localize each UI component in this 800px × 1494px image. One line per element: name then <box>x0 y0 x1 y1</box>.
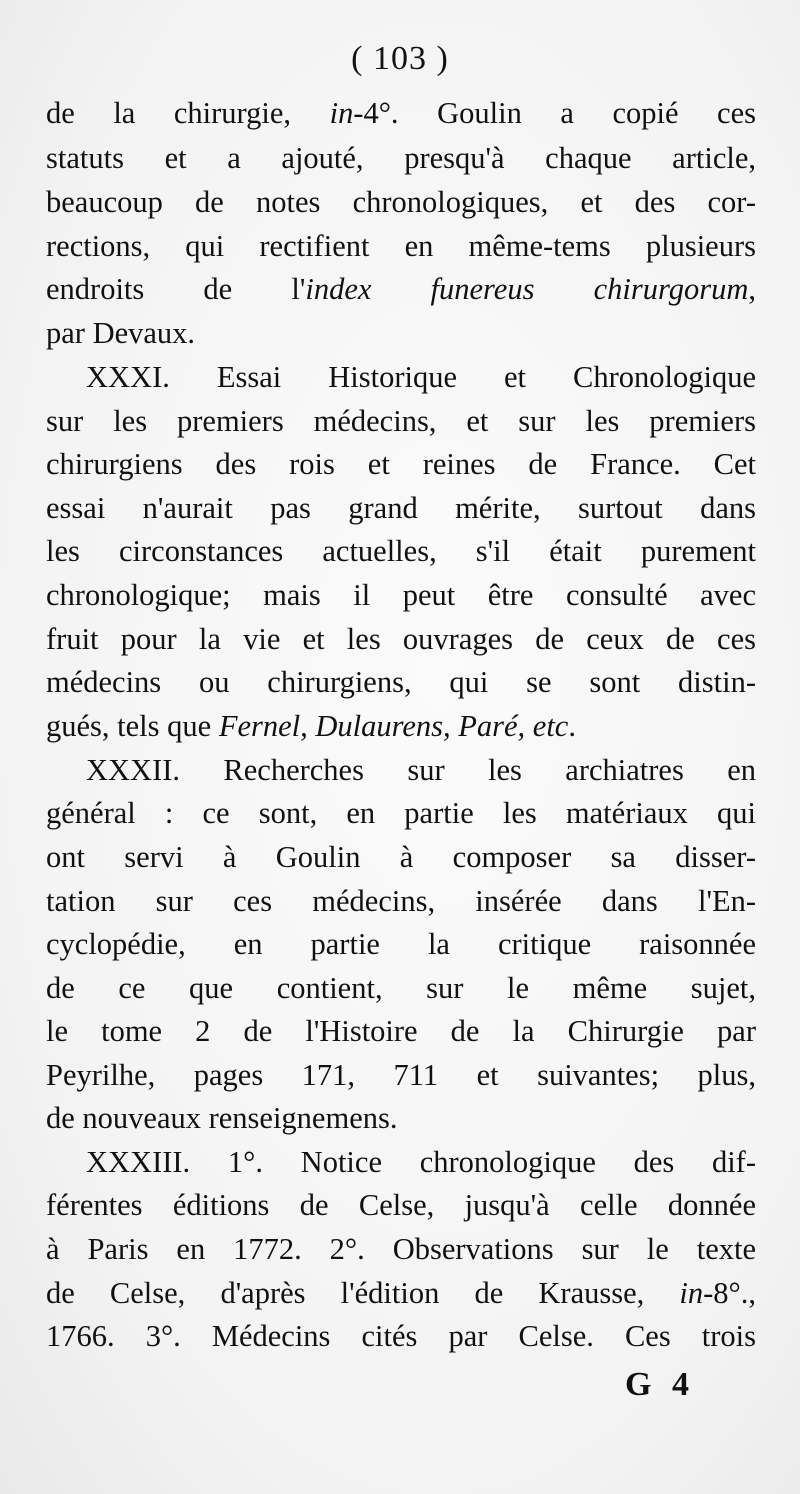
text-run: beaucoup de notes chronologiques, et des cor- <box>46 185 756 219</box>
text-line <box>46 137 756 180</box>
text-line <box>46 1010 756 1053</box>
italic-text: in <box>329 96 354 130</box>
text-run: le tome 2 de l'Histoire de la Chirurgie par <box>46 1014 756 1048</box>
text-line <box>46 487 756 530</box>
text-line <box>46 574 756 617</box>
text-line <box>46 1228 756 1271</box>
text-run: -4°. Goulin a copié ces <box>353 96 756 130</box>
text-run: général : ce sont, en partie les matériaux qui <box>46 796 756 830</box>
text-run: ont servi à Goulin à composer sa disser- <box>46 840 756 874</box>
text-run: statuts et a ajouté, presqu'à chaque article, <box>46 141 756 175</box>
text-line <box>46 749 756 792</box>
text-line <box>46 618 756 661</box>
italic-text: in <box>679 1276 704 1310</box>
text-run: cyclopédie, en partie la critique raisonnée <box>46 927 756 961</box>
italic-text: index funereus chirurgorum <box>305 272 749 306</box>
text-run: à Paris en 1772. 2°. Observations sur le texte <box>46 1232 756 1266</box>
text-run: XXXII. Recherches sur les archiatres en <box>86 753 756 787</box>
text-run: tation sur ces médecins, insérée dans l'En- <box>46 884 756 918</box>
text-run: fruit pour la vie et les ouvrages de ceux de ces <box>46 622 756 656</box>
text-run: sur les premiers médecins, et sur les premiers <box>46 404 756 438</box>
text-line <box>46 1141 756 1184</box>
text-run: XXXIII. 1°. Notice chronologique des dif- <box>86 1145 756 1179</box>
text-line <box>46 181 756 224</box>
text-line <box>46 400 756 443</box>
text-line <box>46 1054 756 1097</box>
text-line <box>46 312 756 355</box>
text-run: . <box>568 709 576 743</box>
text-run: médecins ou chirurgiens, qui se sont distin- <box>46 665 756 699</box>
text-run: les circonstances actuelles, s'il était purement <box>46 534 756 568</box>
text-run: chirurgiens des rois et reines de France. Cet <box>46 447 756 481</box>
text-run: , <box>748 272 756 306</box>
text-run: de la chirurgie, <box>46 96 330 130</box>
text-line <box>46 836 756 879</box>
text-line <box>46 967 756 1010</box>
text-line <box>46 530 756 573</box>
text-run: essai n'aurait pas grand mérite, surtout dans <box>46 491 756 525</box>
text-run: férentes éditions de Celse, jusqu'à celle donnée <box>46 1188 756 1222</box>
text-line <box>46 880 756 923</box>
text-line <box>46 268 756 311</box>
text-run: gués, tels que <box>46 709 219 743</box>
text-run: rections, qui rectifient en même-tems plusieurs <box>46 229 756 263</box>
page-number: ( 103 ) <box>351 40 449 77</box>
text-run: endroits de l' <box>46 272 306 306</box>
text-run: Peyrilhe, pages 171, 711 et suivantes; plus, <box>46 1058 756 1092</box>
italic-text: Fernel, Dulaurens, Paré, etc <box>218 709 569 743</box>
text-line <box>46 661 756 704</box>
text-run: chronologique; mais il peut être consulté avec <box>46 578 756 612</box>
text-line <box>46 1097 756 1140</box>
text-run: par Devaux. <box>46 316 196 350</box>
text-line <box>46 705 756 748</box>
signature-mark: G 4 <box>625 1366 695 1403</box>
text-line <box>46 1184 756 1227</box>
text-run: XXXI. Essai Historique et Chronologique <box>86 360 756 394</box>
text-run: de Celse, d'après l'édition de Krausse, <box>46 1276 680 1310</box>
text-line <box>46 792 756 835</box>
text-line <box>46 356 756 399</box>
text-line <box>46 225 756 268</box>
text-line <box>46 1272 756 1315</box>
text-line <box>46 443 756 486</box>
text-run: de ce que contient, sur le même sujet, <box>46 971 756 1005</box>
text-line <box>46 1315 756 1358</box>
text-line <box>46 92 756 135</box>
text-line <box>46 923 756 966</box>
text-run: 1766. 3°. Médecins cités par Celse. Ces trois <box>46 1319 756 1353</box>
text-run: -8°., <box>703 1276 756 1310</box>
text-run: de nouveaux renseignemens. <box>46 1101 398 1135</box>
